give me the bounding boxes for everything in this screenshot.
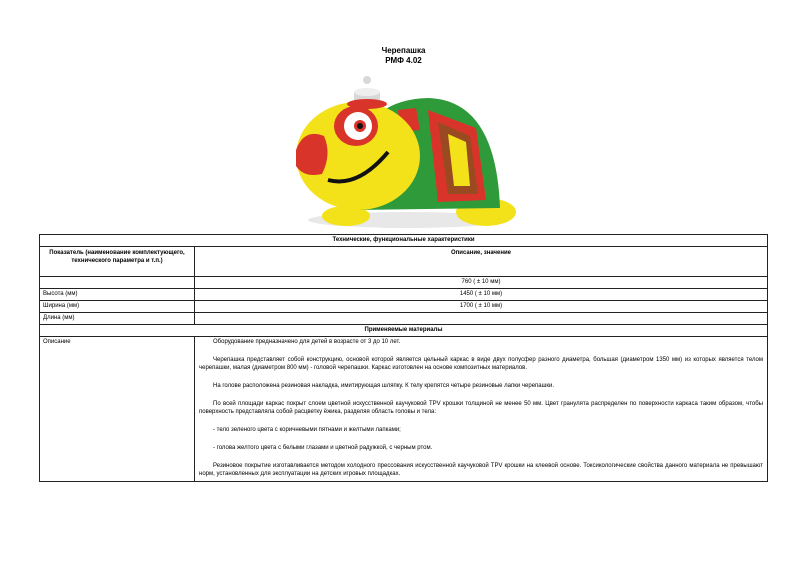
row-value: 760 ( ± 10 мм) [195,277,768,289]
description-paragraph: Резиновое покрытие изготавливается методом холодного прессования искусственной каучуковой TPV крошки на клеевой основе. Токсикологические свойства данного материала не превышают норм, установленных для эксплуатации на детских игровых площадках. [199,463,763,477]
specifications-table [39,234,768,482]
row-value-width: 1700 ( ± 10 мм) [195,301,768,313]
description-text [195,337,768,482]
row-label-height: Высота (мм) [40,289,195,301]
description-paragraph: - тело зеленого цвета с коричневыми пятнами и желтыми лапками; [213,427,401,433]
param-column-header: Показатель (наименование комплектующего, технического параметра и т.п.) [40,247,195,277]
description-paragraph: Черепашка представляет собой конструкцию, основой которой является цельный каркас в виде двух полусфер разного диаметра, большая (диаметром 1350 мм) из которых является телом черепашки, малая (диаметром 800 мм) - головой черепашки. Каркас изготовлен на основе композитных материалов. [199,357,763,371]
description-paragraph: По всей площади каркас покрыт слоем цветной искусственной каучуковой TPV крошки толщиной не менее 50 мм. Цвет гранулята распределен по поверхности каркаса таким образом, чтобы поверхность представляла собой расцветку ёжика, разделяя область головы и тела: [199,401,763,415]
description-paragraph: - голова желтого цвета с белыми глазами и цветной радужкой, с черным ртом. [213,445,433,451]
materials-section-header: Применяемые материалы [40,325,768,337]
value-column-header: Описание, значение [195,247,768,277]
row-value-length [195,313,768,325]
product-title: Черепашка [381,46,426,55]
product-code: РМФ 4.02 [385,56,422,65]
row-label-width: Ширина (мм) [40,301,195,313]
description-label: Описание [40,337,195,482]
turtle-sculpture-icon [288,70,522,232]
row-value-height: 1450 ( ± 10 мм) [195,289,768,301]
description-paragraph: Оборудование предназначено для детей в возрасте от 3 до 10 лет. [213,339,401,345]
row-label-length: Длина (мм) [40,313,195,325]
row-label [40,277,195,289]
turtle-sculpture-image [288,70,522,232]
description-paragraph: На голове расположена резиновая накладка, имитирующая шляпку. К телу крепятся четыре резиновые лапки черепашки. [213,383,555,389]
specs-section-header: Технические, функциональные характеристики [40,235,768,247]
